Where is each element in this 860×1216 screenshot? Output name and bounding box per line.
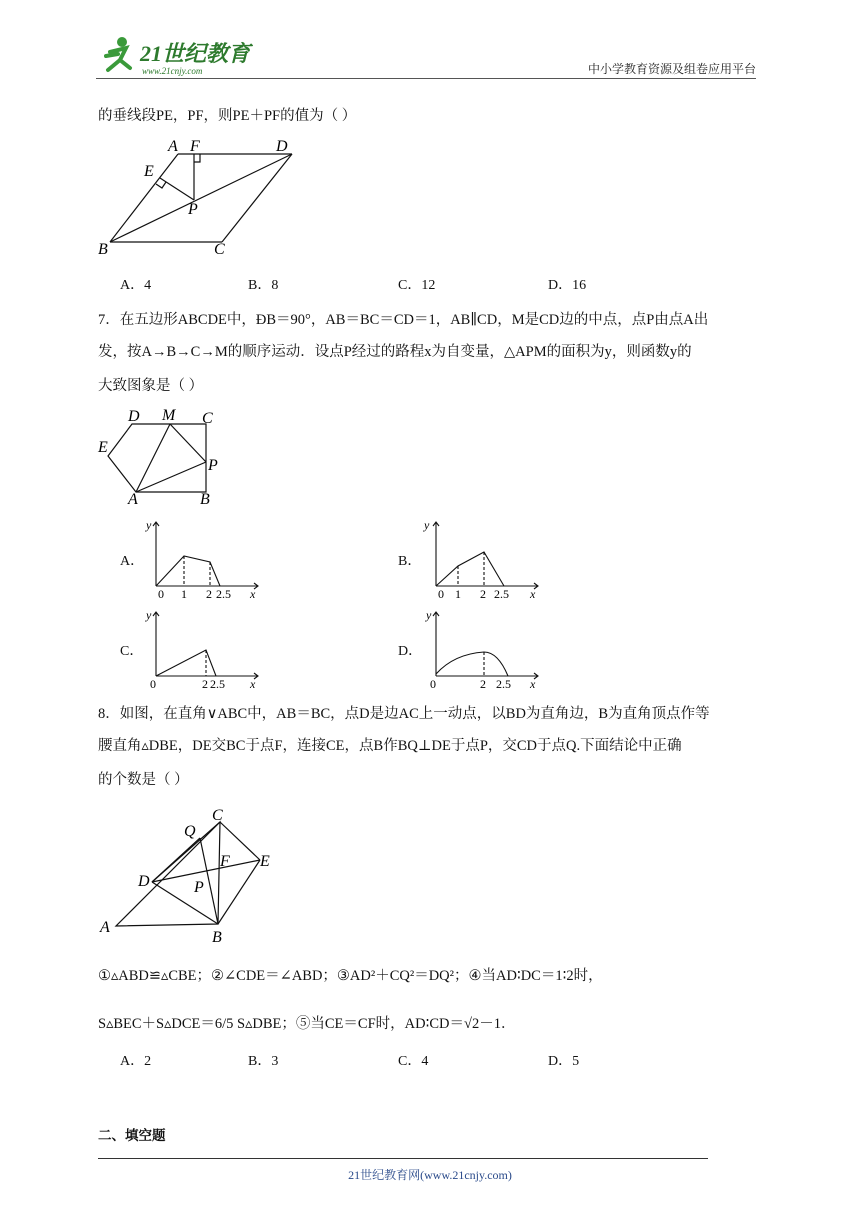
label-B: B [98,241,108,258]
tick-2-5: 2.5 [496,677,511,691]
q8-option-c: C．4 [398,1054,429,1069]
q7-option-d-label: D． [398,644,423,659]
q6-parallelogram-figure [96,136,306,260]
label-A: A [168,138,178,155]
tick-1: 1 [181,587,187,601]
label-E: E [98,439,108,456]
label-B: B [200,491,210,508]
axis-y: y [424,518,430,532]
tick-2: 2 [202,677,208,691]
label-E: E [260,853,270,870]
tick-1: 1 [455,587,461,601]
axis-x: x [250,677,256,691]
logo-main-text: 21世纪教育 [140,41,251,66]
axis-x: x [530,587,536,601]
q7-line-3: 大致图象是（ ） [98,378,204,394]
q8-option-b: B．3 [248,1054,279,1069]
label-P: P [208,457,218,474]
footer-text: 21世纪教育网(www.21cnjy.com) [348,1168,512,1182]
label-A: A [100,919,110,936]
tick-2-5: 2.5 [216,587,231,601]
q8-line-1: 8．如图，在直角∨ABC中，AB＝BC，点D是边AC上一动点，以BD为直角边，B为直角顶点作等 [98,706,710,722]
label-Q: Q [184,823,196,840]
axis-y: y [146,608,152,622]
q6-option-d: D．16 [548,278,587,293]
q8-triangle-figure [96,800,286,950]
label-C: C [202,410,213,427]
label-D: D [128,408,140,425]
tick-2: 2 [480,677,486,691]
tick-0: 0 [158,587,164,601]
tick-2: 2 [206,587,212,601]
q7-option-c-label: C． [120,644,144,659]
platform-name: 中小学教育资源及组卷应用平台 [587,62,756,76]
q7-graph-d [420,606,544,692]
q7-option-a-label: A． [120,554,145,569]
label-P: P [194,879,204,896]
label-C: C [212,807,223,824]
tick-0: 0 [430,677,436,691]
header-divider [96,78,756,79]
label-M: M [162,407,176,424]
q7-option-b-label: B． [398,554,422,569]
label-C: C [214,241,225,258]
q8-conclusions-2: S▵BEC＋S▵DCE＝6/5 S▵DBE；⑤当CE＝CF时，AD∶CD＝√2－1． [98,1016,516,1032]
label-A: A [128,491,138,508]
axis-y: y [426,608,432,622]
section-title: 二、填空题 [98,1128,166,1144]
axis-y: y [146,518,152,532]
q7-graph-c [140,606,264,692]
runner-logo-icon [106,37,130,70]
q8-line-2: 腰直角▵DBE，DE交BC于点F，连接CE，点B作BQ⊥DE于点P，交CD于点Q.下面结论中正确 [98,738,682,754]
tick-0: 0 [150,677,156,691]
label-E: E [144,163,154,180]
axis-x: x [250,587,256,601]
q6-option-b: B．8 [248,278,279,293]
label-F: F [190,138,200,155]
q7-line-1: 7．在五边形ABCDE中，ÐB＝90°，AB＝BC＝CD＝1，AB∥CD，M是CD边的中点，点P由点A出 [98,312,709,328]
tick-2-5: 2.5 [494,587,509,601]
label-F: F [220,853,230,870]
q6-stem-tail: 的垂线段PE，PF，则PE＋PF的值为（ ） [98,108,357,124]
q6-option-c: C．12 [398,278,436,293]
tick-0: 0 [438,587,444,601]
q7-pentagon-figure [96,404,226,508]
q7-graph-a [140,516,264,602]
label-D: D [138,873,150,890]
footer-divider [98,1158,708,1159]
q8-option-d: D．5 [548,1054,580,1069]
label-B: B [212,929,222,946]
q8-line-3: 的个数是（ ） [98,772,189,788]
label-D: D [276,138,288,155]
q8-option-a: A．2 [120,1054,152,1069]
q6-option-a: A．4 [120,278,152,293]
q7-line-2: 发，按A→B→C→M的顺序运动．设点P经过的路程x为自变量，△APM的面积为y，则函数y的 [98,344,692,360]
site-logo [96,34,256,78]
label-P: P [188,201,198,218]
axis-x: x [530,677,536,691]
tick-2: 2 [480,587,486,601]
logo-sub-text: www.21cnjy.com [142,66,203,76]
q8-conclusions-1: ①▵ABD≌▵CBE；②∠CDE＝∠ABD；③AD²＋CQ²＝DQ²；④当AD∶DC＝1∶2时， [98,968,603,984]
tick-2-5: 2.5 [210,677,225,691]
q7-graph-b [420,516,544,602]
